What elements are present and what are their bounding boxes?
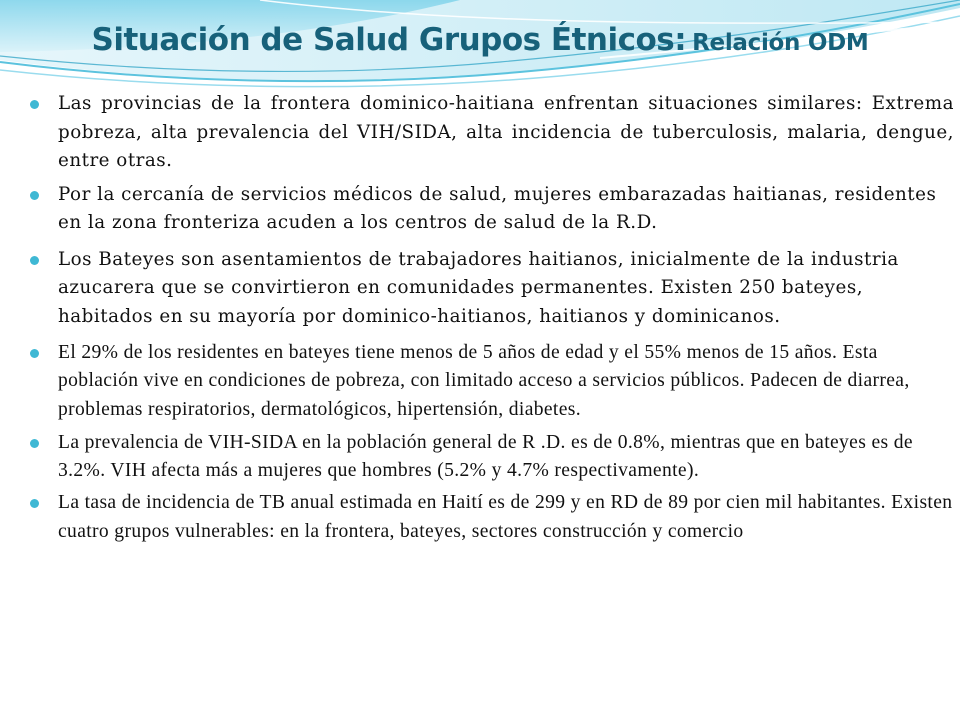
title-subtitle: Relación ODM bbox=[692, 30, 869, 56]
bullet-dot-icon bbox=[30, 191, 39, 200]
bullet-item bbox=[28, 90, 954, 176]
bullet-item bbox=[28, 489, 954, 546]
bullet-text: La tasa de incidencia de TB anual estimada en Haití es de 299 y en RD de 89 por cien mil habitantes. Existen cuatro grupos vulnerables: en la frontera, bateyes, sectores construcción y comercio bbox=[58, 492, 953, 542]
bullet-item bbox=[28, 429, 954, 486]
bullet-list bbox=[28, 90, 954, 546]
bullet-dot-icon bbox=[30, 439, 39, 448]
bullet-dot-icon bbox=[30, 349, 39, 358]
bullet-text: Por la cercanía de servicios médicos de salud, mujeres embarazadas haitianas, residentes en la zona fronteriza acuden a los centros de salud de la R.D. bbox=[58, 183, 937, 233]
bullet-dot-icon bbox=[30, 100, 39, 109]
bullet-item bbox=[28, 181, 954, 238]
bullet-text: Las provincias de la frontera dominico-haitiana enfrentan situaciones similares: Extrema pobreza, alta prevalencia del VIH/SIDA, alta incidencia de tuberculosis, malaria, dengue, entre otras. bbox=[58, 93, 954, 171]
bullet-item bbox=[28, 339, 954, 424]
bullet-dot-icon bbox=[30, 256, 39, 265]
bullet-text: Los Bateyes son asentamientos de trabajadores haitianos, inicialmente de la industria azucarera que se convirtieron en comunidades permanentes. Existen 250 bateyes, habitados en su mayoría por dominico-haitianos, haitianos y dominicanos. bbox=[58, 248, 899, 327]
bullet-dot-icon bbox=[30, 499, 39, 508]
slide-title bbox=[0, 22, 960, 58]
bullet-text: La prevalencia de VIH-SIDA en la población general de R .D. es de 0.8%, mientras que en bateyes es de 3.2%. VIH afecta más a mujeres que hombres (5.2% y 4.7% respectivamente). bbox=[58, 431, 913, 482]
bullet-text: El 29% de los residentes en bateyes tiene menos de 5 años de edad y el 55% menos de 15 años. Esta población vive en condiciones de pobreza, con limitado acceso a servicios públicos. Padecen de diarrea, problemas respiratorios, dermatológicos, hipertensión, diabetes. bbox=[58, 342, 910, 420]
bullet-item bbox=[28, 246, 954, 332]
title-main: Situación de Salud Grupos Étnicos: bbox=[91, 22, 687, 58]
